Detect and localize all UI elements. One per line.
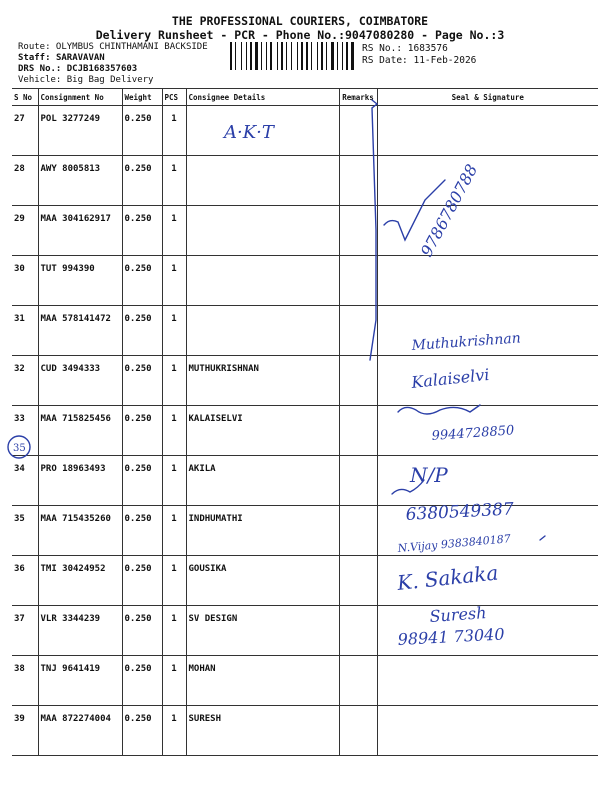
row-pcs: 1 — [162, 706, 186, 756]
table-row — [12, 306, 598, 356]
row-pcs: 1 — [162, 556, 186, 606]
row-weight: 0.250 — [122, 606, 162, 656]
table-row — [12, 506, 598, 556]
row-weight: 0.250 — [122, 556, 162, 606]
handwriting-phone-vertical: 9786780788 — [416, 161, 482, 260]
row-consignment: AWY 8005813 — [38, 156, 122, 206]
row-pcs: 1 — [162, 406, 186, 456]
row-seal-signature — [377, 106, 598, 156]
table-row — [12, 406, 598, 456]
row-seal-signature — [377, 356, 598, 406]
row-pcs: 1 — [162, 456, 186, 506]
row-consignment: MAA 872274004 — [38, 706, 122, 756]
row-seal-signature — [377, 456, 598, 506]
row-seal-signature — [377, 406, 598, 456]
table-row — [12, 556, 598, 606]
row-pcs: 1 — [162, 506, 186, 556]
row-remarks — [339, 556, 377, 606]
row-remarks — [339, 456, 377, 506]
col-weight: Weight — [122, 89, 162, 106]
col-consignee: Consignee Details — [186, 89, 339, 106]
vehicle-label: Vehicle: Big Bag Delivery — [18, 75, 154, 85]
table-row — [12, 656, 598, 706]
row-consignment: TNJ 9641419 — [38, 656, 122, 706]
rs-date: RS Date: 11-Feb-2026 — [362, 55, 477, 66]
row-remarks — [339, 106, 377, 156]
table-row — [12, 606, 598, 656]
row-seal-signature — [377, 506, 598, 556]
handwriting-gousika-phone: 6380549387 — [405, 499, 515, 525]
table-row — [12, 256, 598, 306]
row-consignee — [186, 206, 339, 256]
row-pcs: 1 — [162, 256, 186, 306]
row-weight: 0.250 — [122, 306, 162, 356]
col-consignment: Consignment No — [38, 89, 122, 106]
row-sno: 28 — [12, 156, 38, 206]
row-remarks — [339, 356, 377, 406]
row-consignment: MAA 715825456 — [38, 406, 122, 456]
row-sno: 29 — [12, 206, 38, 256]
company-title: THE PROFESSIONAL COURIERS, COIMBATORE — [171, 14, 429, 28]
row-weight: 0.250 — [122, 106, 162, 156]
staff-label: Staff: — [18, 53, 51, 63]
staff-line — [18, 53, 105, 63]
row-sno: 32 — [12, 356, 38, 406]
row-consignee: INDHUMATHI — [186, 506, 339, 556]
handwriting-np: N/P — [410, 463, 448, 487]
staff-name: SARAVAVAN — [55, 53, 105, 63]
handwriting-akt: A·K·T — [224, 122, 274, 143]
row-seal-signature — [377, 556, 598, 606]
row-seal-signature — [377, 256, 598, 306]
row-remarks — [339, 706, 377, 756]
row-weight: 0.250 — [122, 356, 162, 406]
handwriting-mohan: K. Sakaka — [396, 560, 500, 595]
row-remarks — [339, 206, 377, 256]
row-sno: 34 — [12, 456, 38, 506]
row-consignee — [186, 306, 339, 356]
row-consignee: SV DESIGN — [186, 606, 339, 656]
row-weight: 0.250 — [122, 156, 162, 206]
handwriting-muthukrishnan: Muthukrishnan — [411, 330, 522, 354]
route-label: Route: OLYMBUS CHINTHAMANI BACKSIDE — [18, 42, 208, 52]
row-sno: 31 — [12, 306, 38, 356]
row-sno: 38 — [12, 656, 38, 706]
row-remarks — [339, 256, 377, 306]
handwriting-akila-phone: 9944728850 — [431, 423, 515, 444]
rs-number: RS No.: 1683576 — [362, 43, 448, 54]
handwriting-suresh-phone: 98941 73040 — [397, 624, 505, 649]
row-weight: 0.250 — [122, 456, 162, 506]
row-sno: 36 — [12, 556, 38, 606]
row-weight: 0.250 — [122, 406, 162, 456]
handwriting-suresh: Suresh — [428, 603, 488, 626]
row-consignee: MUTHUKRISHNAN — [186, 356, 339, 406]
row-pcs: 1 — [162, 156, 186, 206]
row-consignee — [186, 156, 339, 206]
table-row — [12, 456, 598, 506]
col-remarks: Remarks — [339, 89, 377, 106]
row-remarks — [339, 406, 377, 456]
row-seal-signature — [377, 706, 598, 756]
row-seal-signature — [377, 156, 598, 206]
row-consignment: TUT 994390 — [38, 256, 122, 306]
row-sno: 27 — [12, 106, 38, 156]
row-consignment: PRO 18963493 — [38, 456, 122, 506]
barcode — [230, 42, 358, 70]
handwriting-circle-35: 35 — [13, 443, 26, 454]
row-remarks — [339, 306, 377, 356]
row-consignee: KALAISELVI — [186, 406, 339, 456]
row-pcs: 1 — [162, 306, 186, 356]
row-seal-signature — [377, 306, 598, 356]
table-row — [12, 206, 598, 256]
row-pcs: 1 — [162, 656, 186, 706]
row-weight: 0.250 — [122, 506, 162, 556]
table-row — [12, 706, 598, 756]
row-consignment: MAA 304162917 — [38, 206, 122, 256]
handwriting-sv-design: N.Vijay 9383840187 — [397, 532, 512, 555]
col-pcs: PCS — [162, 89, 186, 106]
row-sno: 30 — [12, 256, 38, 306]
row-consignment: MAA 715435260 — [38, 506, 122, 556]
col-seal-signature: Seal & Signature — [377, 89, 598, 106]
row-weight: 0.250 — [122, 256, 162, 306]
row-pcs: 1 — [162, 606, 186, 656]
runsheet-subtitle: Delivery Runsheet - PCR - Phone No.:9047080280 - Page No.:3 — [95, 28, 505, 42]
row-pcs: 1 — [162, 356, 186, 406]
row-consignment: POL 3277249 — [38, 106, 122, 156]
table-row — [12, 106, 598, 156]
row-consignee: SURESH — [186, 706, 339, 756]
row-sno: 39 — [12, 706, 38, 756]
drs-number: DRS No.: DCJB168357603 — [18, 64, 138, 74]
row-consignment: TMI 30424952 — [38, 556, 122, 606]
row-consignee: GOUSIKA — [186, 556, 339, 606]
row-remarks — [339, 606, 377, 656]
row-consignee — [186, 106, 339, 156]
row-seal-signature — [377, 656, 598, 706]
row-consignee — [186, 256, 339, 306]
row-sno: 33 — [12, 406, 38, 456]
runsheet-table — [12, 88, 598, 756]
handwriting-kalaiselvi: Kalaiselvi — [410, 364, 491, 392]
table-header-row — [12, 89, 598, 106]
row-pcs: 1 — [162, 206, 186, 256]
table-row — [12, 356, 598, 406]
row-sno: 37 — [12, 606, 38, 656]
row-consignment: MAA 578141472 — [38, 306, 122, 356]
row-weight: 0.250 — [122, 706, 162, 756]
row-sno: 35 — [12, 506, 38, 556]
row-consignment: VLR 3344239 — [38, 606, 122, 656]
row-remarks — [339, 156, 377, 206]
row-remarks — [339, 506, 377, 556]
row-consignee: MOHAN — [186, 656, 339, 706]
row-weight: 0.250 — [122, 656, 162, 706]
row-seal-signature — [377, 606, 598, 656]
row-weight: 0.250 — [122, 206, 162, 256]
row-consignee: AKILA — [186, 456, 339, 506]
row-consignment: CUD 3494333 — [38, 356, 122, 406]
row-remarks — [339, 656, 377, 706]
row-pcs: 1 — [162, 106, 186, 156]
row-seal-signature — [377, 206, 598, 256]
col-sno: S No — [12, 89, 38, 106]
table-row — [12, 156, 598, 206]
